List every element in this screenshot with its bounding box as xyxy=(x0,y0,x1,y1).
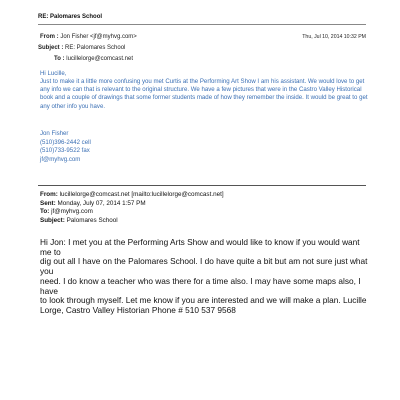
subject-value: Palomares School xyxy=(66,216,118,224)
email2-from-row xyxy=(40,191,224,198)
signature-email: jf@myhvg.com xyxy=(40,155,81,163)
sent-label: Sent: xyxy=(40,199,56,207)
sent-value: Monday, July 07, 2014 1:57 PM xyxy=(57,199,146,207)
body-line: dig out all I have on the Palomares School. I do have quite a bit but am not sure just what you xyxy=(40,256,368,277)
to-value: lucillelorge@comcast.net xyxy=(66,56,134,62)
email2-sent-row xyxy=(40,200,146,207)
body-line: Hi Jon: I met you at the Performing Arts Show and would like to know if you would want me to xyxy=(40,237,360,257)
email1-body: Just to make it a little more confusing you met Curtis at the Performing Art Show I am his assistant. We would love to get any info we can that is relevant to the original structure. We have a few pictures that were in the Castro Valley Historical book and a couple of drawings that some former students made of how they remember the inside. It would be great to get any other info you have. xyxy=(40,78,368,110)
email1-subject-row xyxy=(38,45,125,51)
email2-body xyxy=(40,238,370,316)
quoted-divider xyxy=(38,185,366,186)
email1-greeting: Hi Lucille, xyxy=(40,70,67,77)
signature-cell: (510)396-2442 cell xyxy=(40,138,91,146)
from-label: From: xyxy=(40,191,58,198)
body-line: to look through myself. Let me know if you are interested and we will make a plan. Lucille xyxy=(40,295,367,306)
header-divider xyxy=(38,24,366,25)
from-value: lucillelorge@comcast.net [mailto:lucillelorge@comcast.net] xyxy=(59,191,224,198)
subject-label: Subject : xyxy=(38,45,64,51)
signature-name: Jon Fisher xyxy=(40,130,69,137)
to-value: jf@myhvg.com xyxy=(51,208,93,215)
to-label: To : xyxy=(54,56,65,62)
from-value: Jon Fisher <jf@myhvg.com> xyxy=(60,34,137,40)
email-subject-title: RE: Palomares School xyxy=(38,14,103,20)
subject-label: Subject: xyxy=(40,216,65,224)
email1-from-row xyxy=(40,34,137,40)
subject-value: RE: Palomares School xyxy=(65,45,126,51)
email2-subject-row xyxy=(40,217,118,224)
body-line: Lorge, Castro Valley Historian Phone # 510 537 9568 xyxy=(40,304,236,315)
from-label: From : xyxy=(40,34,59,40)
signature-fax: (510)733-9522 fax xyxy=(40,147,90,154)
body-line: need. I do know a teacher who was there for a time also. I may have some maps also, I have xyxy=(40,275,361,296)
email1-date: Thu, Jul 10, 2014 10:32 PM xyxy=(302,34,366,40)
to-label: To: xyxy=(40,208,50,215)
email2-to-row xyxy=(40,208,93,215)
email1-to-row xyxy=(54,56,133,62)
